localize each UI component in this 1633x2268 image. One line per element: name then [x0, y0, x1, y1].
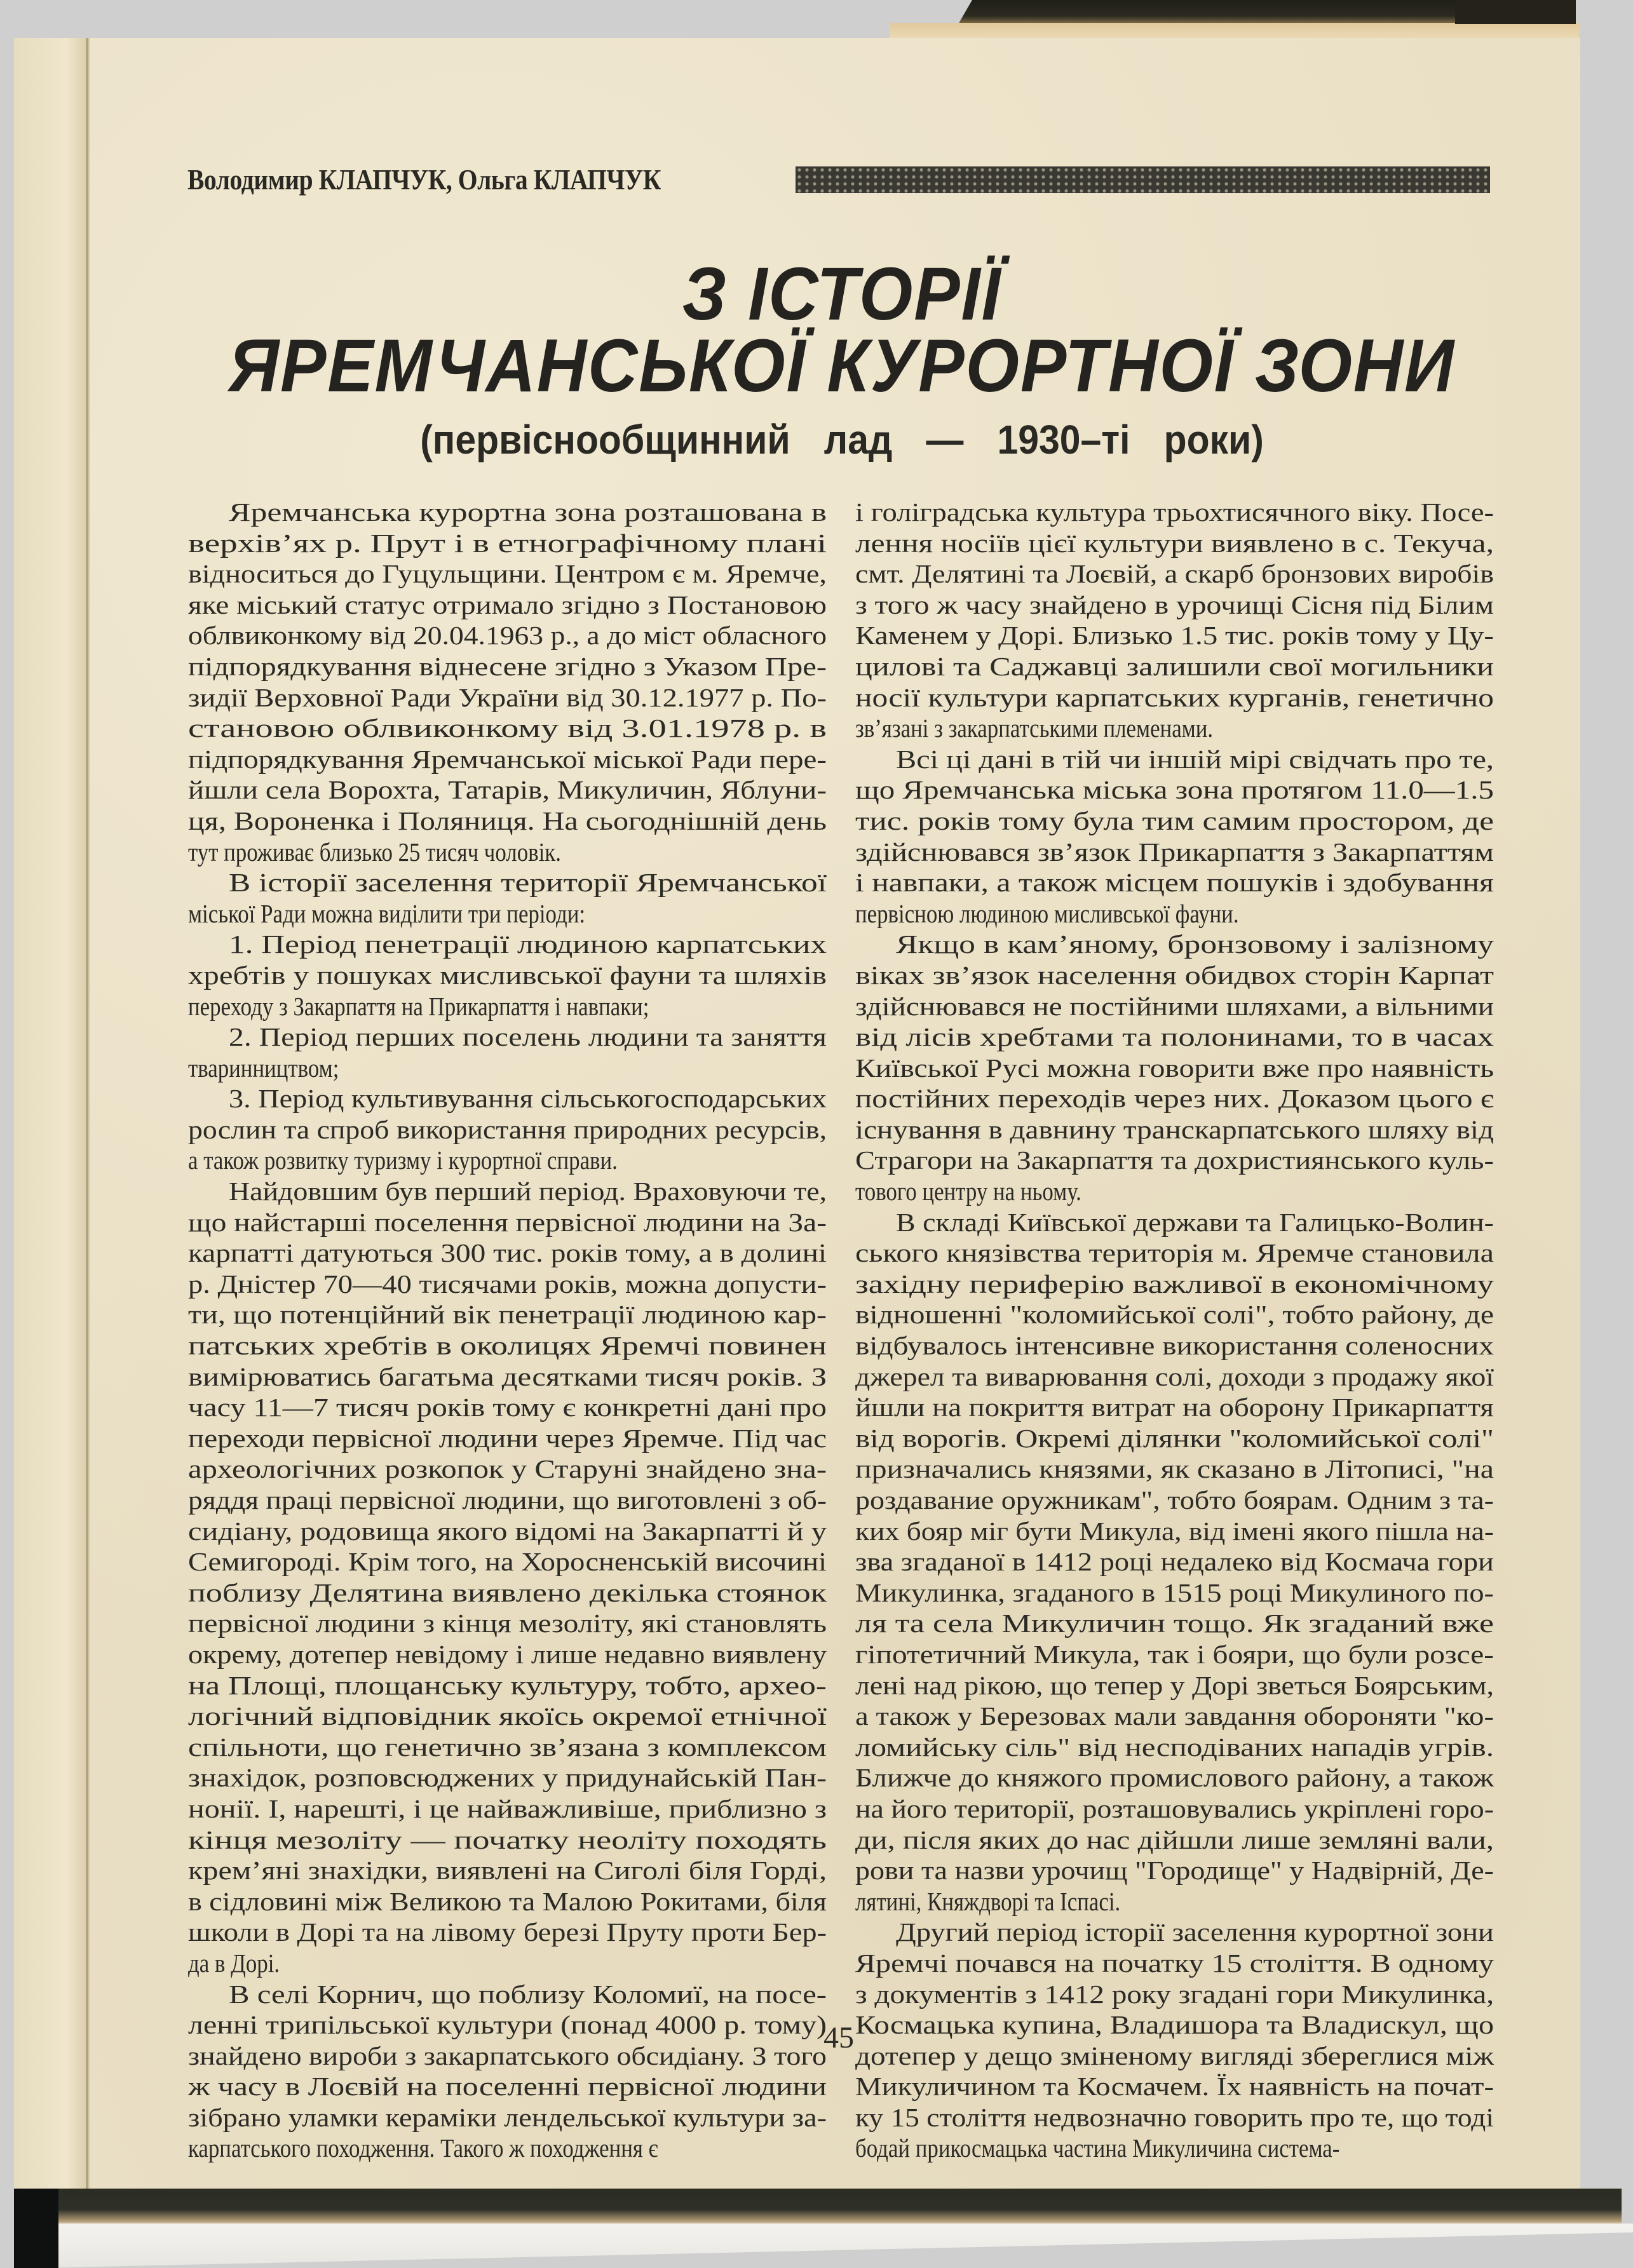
text-line: з документів з 1412 року згадані гори Микулинка, — [855, 1979, 1494, 2009]
text-line: археологічних розкопок у Старуні знайдено зна- — [188, 1454, 827, 1484]
author-names: Володимир КЛАПЧУК, Ольга КЛАПЧУК — [187, 163, 661, 196]
text-line: тис. років тому була тим самим простором, де — [855, 806, 1494, 835]
text-line: роздавание оружникам", тобто боярам. Одним з та- — [855, 1485, 1494, 1515]
text-line: спільноти, що генетично зв’язана з комплексом — [188, 1732, 827, 1762]
text-line: лення носіїв цієї культури виявлено в с. Текуча, — [855, 528, 1494, 558]
text-line: первісною людиною мисливської фауни. — [855, 898, 1239, 928]
text-line: йшли села Ворохта, Татарів, Микуличин, Яблуни- — [188, 775, 827, 805]
text-line: існування в давнину транскарпатського шляху від — [855, 1114, 1494, 1144]
paragraph — [855, 497, 1494, 744]
text-line: ж часу в Лоєвій на поселенні первісної людини — [188, 2072, 827, 2102]
text-line: цилові та Саджавці залишили свої могильники — [855, 651, 1494, 681]
decorative-halftone-bar — [796, 166, 1490, 193]
text-line: Космацька купина, Владишора та Владискул, що — [855, 2010, 1494, 2040]
text-line: від ворогів. Окремі ділянки "коломийської солі" — [855, 1423, 1494, 1453]
paragraph — [188, 1176, 827, 1978]
text-line: облвиконкому від 20.04.1963 р., а до міст обласного — [188, 621, 827, 651]
text-line: логічний відповідник якоїсь окремої етнічної — [188, 1701, 827, 1731]
text-line: тваринництвом; — [188, 1053, 339, 1083]
text-line: становою облвиконкому від 3.01.1978 р. в — [188, 713, 827, 743]
text-line: вимірюватись багатьма десятками тисяч років. З — [188, 1361, 827, 1391]
text-line: на його території, розташовувались укріплені горо- — [855, 1793, 1494, 1823]
paragraph — [855, 744, 1494, 929]
text-line: рослин та спроб використання природних ресурсів, — [188, 1114, 827, 1144]
text-line: хребтів у пошуках мисливської фауни та шляхів — [188, 960, 827, 990]
text-line: в сідловині між Великою та Малою Рокитами, біля — [188, 1886, 827, 1916]
text-line: В складі Київської держави та Галицько-Волин- — [896, 1207, 1494, 1237]
text-line: Микулинка, згаданого в 1515 році Микулиного по- — [855, 1577, 1494, 1607]
text-line: що Яремчанська міська зона протягом 11.0—1.5 — [855, 775, 1494, 805]
text-line: рови та назви урочищ "Городище" у Надвірній, Де- — [855, 1856, 1494, 1886]
text-line: віках зв’язок населення обидвох сторін Карпат — [855, 960, 1494, 990]
text-line: носії культури карпатських курганів, генетично — [855, 682, 1494, 712]
text-line: школи в Дорі та на лівому березі Пруту проти Бер- — [188, 1917, 827, 1947]
text-line: бодай прикосмацька частина Микуличина система- — [855, 2133, 1340, 2163]
paragraph — [855, 929, 1494, 1206]
text-line: що найстарші поселення первісної людини на За- — [188, 1207, 827, 1237]
text-line: а також у Березовах мали завдання обороняти "ко- — [855, 1701, 1494, 1731]
paragraph — [188, 1979, 827, 2164]
article-title-line-1: З ІСТОРІЇ — [682, 252, 1002, 336]
text-line: і голіградська культура трьохтисячного віку. Посе- — [855, 497, 1494, 527]
article-subtitle: (первіснообщинний лад — 1930–ті роки) — [420, 417, 1264, 462]
text-line: верхів’ях р. Прут і в етнографічному плані — [188, 528, 827, 558]
text-line: ди, після яких до нас дійшли лише земляні вали, — [855, 1825, 1494, 1854]
text-line: лятині, Княждворі та Іспасі. — [855, 1886, 1121, 1916]
scan-shadow-corner — [14, 2189, 58, 2268]
paragraph — [188, 929, 827, 1022]
text-line: поблизу Делятина виявлено декілька стоянок — [188, 1577, 827, 1607]
text-line: гіпотетичний Микула, так і бояри, що були розсе- — [855, 1639, 1494, 1669]
text-line: карпатського походження. Такого ж походження є — [188, 2133, 658, 2163]
text-line: 3. Період культивування сільськогосподарських — [229, 1084, 827, 1114]
text-line: патських хребтів в околицях Яремчі повинен — [188, 1331, 827, 1361]
text-line: зібрано уламки кераміки лендельської культури за- — [188, 2102, 827, 2132]
article-title-line-2: ЯРЕМЧАНСЬКОЇ КУРОРТНОЇ ЗОНИ — [229, 324, 1455, 408]
text-line: В селі Корнич, що поблизу Коломиї, на посе- — [229, 1979, 827, 2009]
text-line: окрему, дотепер невідому і лише недавно виявлену — [188, 1639, 827, 1669]
paragraph — [188, 1083, 827, 1176]
text-line: призначались князями, як сказано в Літописі, "на — [855, 1454, 1494, 1484]
paragraph — [188, 1022, 827, 1083]
text-line: ряддя праці первісної людини, що виготовлені з об- — [188, 1485, 827, 1515]
text-line: сидіану, родовища якого відомі на Закарпатті й у — [188, 1516, 827, 1546]
text-line: на Площі, площанську культуру, тобто, архео- — [188, 1670, 827, 1700]
page-top-edge — [890, 23, 1579, 38]
text-line: з того ж часу знайдено в урочищі Сісня під Білим — [855, 590, 1494, 619]
text-line: підпорядкування Яремчанської міської Ради пере- — [188, 744, 827, 774]
text-line: ти, що потенційний вік пенетрації людиною кар- — [188, 1300, 827, 1330]
text-line: відноситься до Гуцульщини. Центром є м. Яремче, — [188, 559, 827, 589]
text-line: здійснювався не постійними шляхами, а вільними — [855, 991, 1494, 1021]
text-line: р. Дністер 70—40 тисячами років, можна допусти- — [188, 1269, 827, 1299]
text-line: Семигороді. Крім того, на Хоросненській височині — [188, 1547, 827, 1577]
text-line: Другий період історії заселення курортної зони — [896, 1917, 1494, 1947]
text-line: знайдено вироби з закарпатського обсидіану. З того — [188, 2041, 827, 2070]
text-line: ця, Вороненка і Поляниця. На сьогоднішній день — [188, 806, 827, 835]
text-line: Найдовшим був перший період. Враховуючи те, — [229, 1177, 827, 1206]
text-line: нонії. І, нарешті, і це найважливіше, приблизно з — [188, 1793, 827, 1823]
text-line: переходу з Закарпаття на Прикарпаття і навпаки; — [188, 991, 649, 1021]
text-column-right — [855, 497, 1494, 2164]
text-line: Микуличином та Космачем. Їх наявність на почат- — [855, 2072, 1494, 2102]
text-line: ку 15 століття недвозначно говорить про те, що тоді — [855, 2102, 1494, 2132]
text-line: Ближче до княжого промислового району, а також — [855, 1763, 1494, 1793]
text-line: здійснювався зв’язок Прикарпаття з Закарпаттям — [855, 837, 1494, 867]
paragraph — [855, 1207, 1494, 1917]
text-line: а також розвитку туризму і курортної справи. — [188, 1145, 618, 1175]
text-line: ких бояр міг бути Микула, від імені якого пішла на- — [855, 1516, 1494, 1546]
text-line: 2. Період перших поселень людини та заняття — [229, 1022, 827, 1052]
text-line: зв’язані з закарпатськими племенами. — [855, 713, 1214, 743]
text-line: Київської Русі можна говорити вже про наявність — [855, 1053, 1494, 1083]
text-line: зва згаданої в 1412 році недалеко від Космача гори — [855, 1547, 1494, 1577]
text-line: переходи первісної людини через Яремче. Під час — [188, 1423, 827, 1453]
scanner-bed — [38, 2224, 1633, 2268]
text-line: смт. Делятині та Лоєвій, а скарб бронзових виробів — [855, 559, 1494, 589]
text-line: ського князівства територія м. Яремче становила — [855, 1238, 1494, 1268]
paragraph — [855, 1917, 1494, 2164]
scan-shadow-bottom — [14, 2189, 1622, 2227]
text-line: і навпаки, а також місцем пошуків і здобування — [855, 868, 1494, 898]
text-line: кінця мезоліту — початку неоліту походять — [188, 1825, 827, 1854]
text-line: яке міський статус отримало згідно з Постановою — [188, 590, 827, 619]
text-line: західну периферію важливої в економічному — [855, 1269, 1494, 1299]
text-line: Каменем у Дорі. Близько 1.5 тис. років тому у Цу- — [855, 621, 1494, 651]
binding-fold — [86, 38, 90, 2195]
text-line: Яремчі почався на початку 15 століття. В одному — [855, 1948, 1494, 1978]
text-line: лені над рікою, що тепер у Дорі зветься Боярським, — [855, 1670, 1494, 1700]
text-line: да в Дорі. — [188, 1948, 280, 1978]
binding-edge — [14, 38, 89, 2195]
text-line: Яремчанська курортна зона розташована в — [229, 497, 827, 527]
text-line: відношенні "коломийської солі", тобто району, де — [855, 1300, 1494, 1330]
text-line: знахідок, розповсюджених у придунайській Пан- — [188, 1763, 827, 1793]
text-line: часу 11—7 тисяч років тому є конкретні дані про — [188, 1393, 827, 1422]
text-line: первісної людини з кінця мезоліту, які становлять — [188, 1609, 827, 1638]
paragraph — [188, 867, 827, 929]
page-number: 45 — [823, 2021, 854, 2055]
text-line: джерел та виварювання солі, доходи з продажу якої — [855, 1361, 1494, 1391]
text-line: ленні трипільської культури (понад 4000 р. тому) — [188, 2010, 827, 2040]
byline — [187, 160, 738, 198]
scan-shadow-top-corner — [1455, 0, 1576, 24]
text-line: йшли на покриття витрат на оборону Прикарпаття — [855, 1393, 1494, 1422]
text-line: від лісів хребтами та полонинами, то в часах — [855, 1022, 1494, 1052]
text-line: карпатті датуються 300 тис. років тому, а в долині — [188, 1238, 827, 1268]
text-line: В історії заселення території Яремчанської — [229, 868, 827, 898]
text-column-left — [188, 497, 827, 2164]
text-line: ломийську сіль" від несподіваних нападів угрів. — [855, 1732, 1494, 1762]
text-line: підпорядкування віднесене згідно з Указом Пре- — [188, 651, 827, 681]
text-line: дотепер у дещо зміненому вигляді збереглися між — [855, 2041, 1494, 2070]
text-line: постійних переходів через них. Доказом цього є — [855, 1084, 1494, 1114]
paragraph — [188, 497, 827, 867]
text-line: тут проживає близько 25 тисяч чоловік. — [188, 837, 561, 867]
text-line: ля та села Микуличин тощо. Як згаданий вже — [855, 1609, 1494, 1638]
text-line: тового центру на ньому. — [855, 1177, 1081, 1206]
text-line: Всі ці дані в тій чи іншій мірі свідчать про те, — [896, 744, 1494, 774]
text-line: крем’яні знахідки, виявлені на Сиголі біля Горді, — [188, 1856, 827, 1886]
text-line: відбувалось інтенсивне використання соленосних — [855, 1331, 1494, 1361]
text-line: 1. Період пенетрації людиною карпатських — [229, 929, 827, 959]
text-line: зидії Верховної Ради України від 30.12.1977 р. По- — [188, 682, 827, 712]
text-line: Страгори на Закарпаття та дохристиянського куль- — [855, 1145, 1494, 1175]
text-line: Якщо в кам’яному, бронзовому і залізному — [896, 929, 1494, 959]
text-line: міської Ради можна виділити три періоди: — [188, 898, 586, 928]
